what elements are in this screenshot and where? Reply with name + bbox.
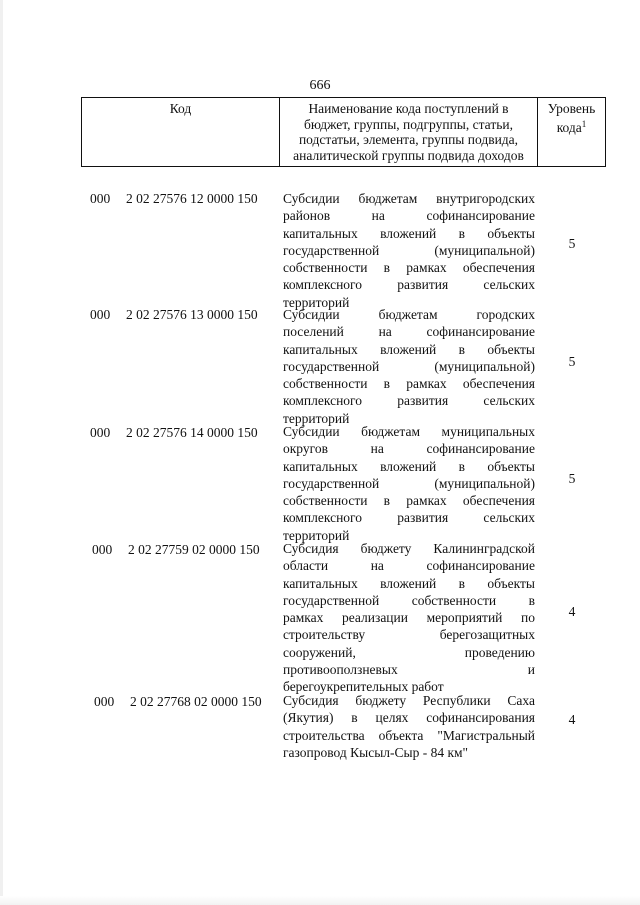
description-line: округов на софинансирование bbox=[283, 441, 535, 457]
revenue-code: 2 02 27576 13 0000 150 bbox=[126, 307, 258, 322]
level-value: 5 bbox=[568, 236, 576, 251]
header-level-word: кода bbox=[556, 119, 582, 135]
page-number: 666 bbox=[309, 78, 331, 93]
revenue-code: 2 02 27759 02 0000 150 bbox=[128, 542, 260, 557]
description-line: комплексного развития сельских bbox=[283, 393, 535, 409]
description-line: строительству берегозащитных bbox=[283, 627, 535, 643]
description-line: противооползневых и bbox=[283, 662, 535, 678]
description-line: Субсидии бюджетам муниципальных bbox=[283, 424, 535, 439]
description-line: Субсидия бюджету Калининградской bbox=[283, 541, 535, 556]
scan-shadow bbox=[0, 0, 3, 905]
admin-code: 000 bbox=[92, 542, 113, 557]
description-line: капитальных вложений в объекты bbox=[283, 225, 535, 241]
description-line: комплексного развития сельских bbox=[283, 277, 535, 293]
description-line: берегоукрепительных работ bbox=[283, 679, 444, 695]
header-level-line: Уровень bbox=[547, 101, 596, 116]
revenue-description bbox=[283, 190, 535, 311]
admin-code: 000 bbox=[90, 191, 111, 206]
description-line: собственности в рамках обеспечения bbox=[283, 260, 535, 276]
description-line: капитальных вложений в объекты bbox=[283, 458, 535, 474]
description-line: территорий bbox=[283, 410, 350, 426]
scan-bottom-edge bbox=[0, 896, 640, 905]
revenue-description bbox=[283, 306, 535, 427]
description-line: области на софинансирование bbox=[283, 558, 535, 574]
header-level bbox=[538, 98, 605, 166]
level-value: 5 bbox=[568, 354, 576, 369]
description-line: строительства объекта "Магистральный bbox=[283, 727, 535, 743]
description-line: территорий bbox=[283, 527, 350, 543]
description-line: поселений на софинансирование bbox=[283, 324, 535, 340]
description-line: газопровод Кысыл-Сыр - 84 км" bbox=[283, 744, 469, 760]
description-line: капитальных вложений в объекты bbox=[283, 575, 535, 591]
description-line: капитальных вложений в объекты bbox=[283, 341, 535, 357]
admin-code: 000 bbox=[94, 694, 115, 709]
revenue-description bbox=[283, 423, 535, 544]
revenue-code: 2 02 27768 02 0000 150 bbox=[130, 694, 262, 709]
description-line: государственной (муниципальной) bbox=[283, 475, 535, 491]
description-line: государственной (муниципальной) bbox=[283, 242, 535, 258]
header-code: Код bbox=[82, 98, 280, 166]
description-line: (Якутия) в целях софинансирования bbox=[283, 710, 535, 726]
revenue-description bbox=[283, 692, 535, 761]
admin-code: 000 bbox=[90, 307, 111, 322]
description-line: собственности в рамках обеспечения bbox=[283, 376, 535, 392]
level-value: 4 bbox=[568, 712, 576, 727]
description-line: территорий bbox=[283, 294, 350, 310]
description-line: государственной (муниципальной) bbox=[283, 358, 535, 374]
header-level-line bbox=[538, 117, 605, 136]
header-name-line: аналитической группы подвида доходов bbox=[293, 147, 524, 163]
description-line: Субсидии бюджетам внутригородских bbox=[283, 191, 535, 206]
description-line: районов на софинансирование bbox=[283, 208, 535, 224]
description-line: сооружений, проведению bbox=[283, 644, 535, 660]
header-name-line: подстатьи, элемента, группы подвида, bbox=[298, 132, 519, 147]
table-header bbox=[81, 97, 606, 167]
revenue-code: 2 02 27576 12 0000 150 bbox=[126, 191, 258, 206]
revenue-code: 2 02 27576 14 0000 150 bbox=[126, 425, 258, 440]
description-line: Субсидия бюджету Республики Саха bbox=[283, 693, 535, 708]
description-line: собственности в рамках обеспечения bbox=[283, 493, 535, 509]
description-line: рамках реализации мероприятий по bbox=[283, 610, 535, 626]
level-value: 4 bbox=[568, 604, 576, 619]
footnote-marker: 1 bbox=[581, 118, 587, 129]
header-name-line: бюджет, группы, подгруппы, статьи, bbox=[304, 116, 513, 132]
header-name bbox=[280, 98, 538, 166]
description-line: комплексного развития сельских bbox=[283, 510, 535, 526]
level-value: 5 bbox=[568, 471, 576, 486]
revenue-description bbox=[283, 540, 535, 696]
admin-code: 000 bbox=[90, 425, 111, 440]
description-line: государственной собственности в bbox=[283, 592, 535, 608]
description-line: Субсидии бюджетам городских bbox=[283, 307, 535, 322]
header-name-line: Наименование кода поступлений в bbox=[308, 101, 509, 116]
